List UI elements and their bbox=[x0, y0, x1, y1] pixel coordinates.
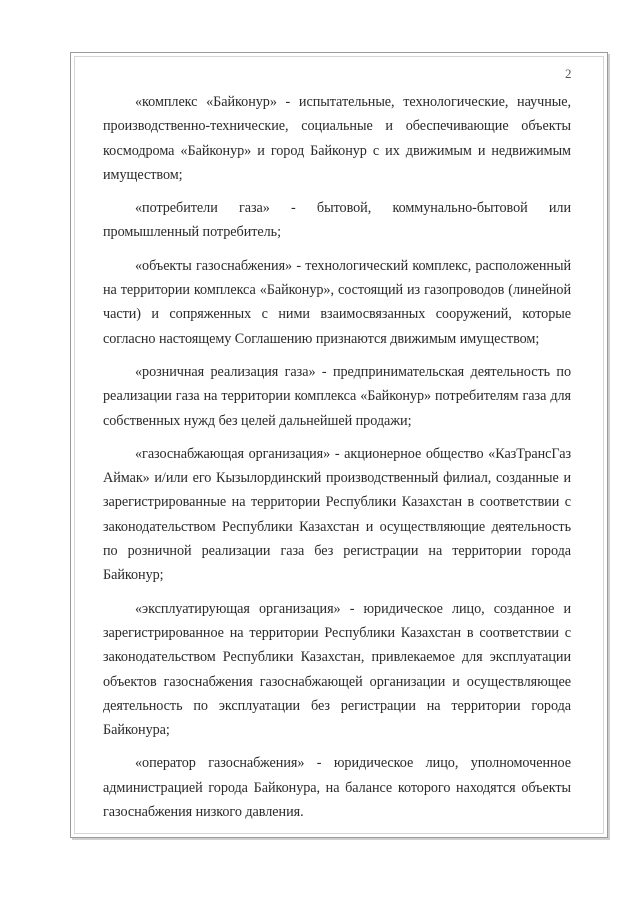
definition-gas-consumers: «потребители газа» - бытовой, коммунально-бытовой или промышленный потребитель; bbox=[103, 200, 571, 241]
page-number: 2 bbox=[565, 66, 572, 81]
definition-operating-organization: «эксплуатирующая организация» - юридическое лицо, созданное и зарегистрированное на территории Республики Казахстан в соответствии с законодательством Республики Казахстан, привлекаемое для эксплуатации объектов газоснабжения газоснабжающей организации и осуществляющее деятельность по эксплуатации без регистрации на территории города Байконура; bbox=[103, 600, 571, 739]
definition-baikonur-complex: «комплекс «Байконур» - испытательные, технологические, научные, производственно-технические, социальные и обеспечивающие объекты космодрома «Байконур» и город Байконур с их движимым и недвижимым имуществом; bbox=[103, 94, 571, 183]
definition-retail-gas-sale: «розничная реализация газа» - предпринимательская деятельность по реализации газа на территории комплекса «Байконур» потребителям газа для собственных нужд без целей дальнейшей продажи; bbox=[103, 363, 571, 429]
definition-gas-supply-organization: «газоснабжающая организация» - акционерное общество «КазТрансГаз Аймак» и/или его Кызылординский производственный филиал, созданные и зарегистрированные на территории Республики Казахстан в соответствии с законодательством Республики Казахстан и осуществляющие деятельность по розничной реализации газа без регистрации на территории города Байконур; bbox=[103, 445, 571, 584]
definition-gas-supply-operator: «оператор газоснабжения» - юридическое лицо, уполномоченное администрацией города Байконура, на балансе которого находятся объекты газоснабжения низкого давления. bbox=[103, 755, 571, 821]
document-body bbox=[103, 90, 571, 833]
definition-gas-supply-objects: «объекты газоснабжения» - технологический комплекс, расположенный на территории комплекса «Байконур», состоящий из газопроводов (линейной части) и сопряженных с ними взаимосвязанных сооружений, которые согласно настоящему Соглашению признаются движимым имуществом; bbox=[103, 257, 571, 347]
